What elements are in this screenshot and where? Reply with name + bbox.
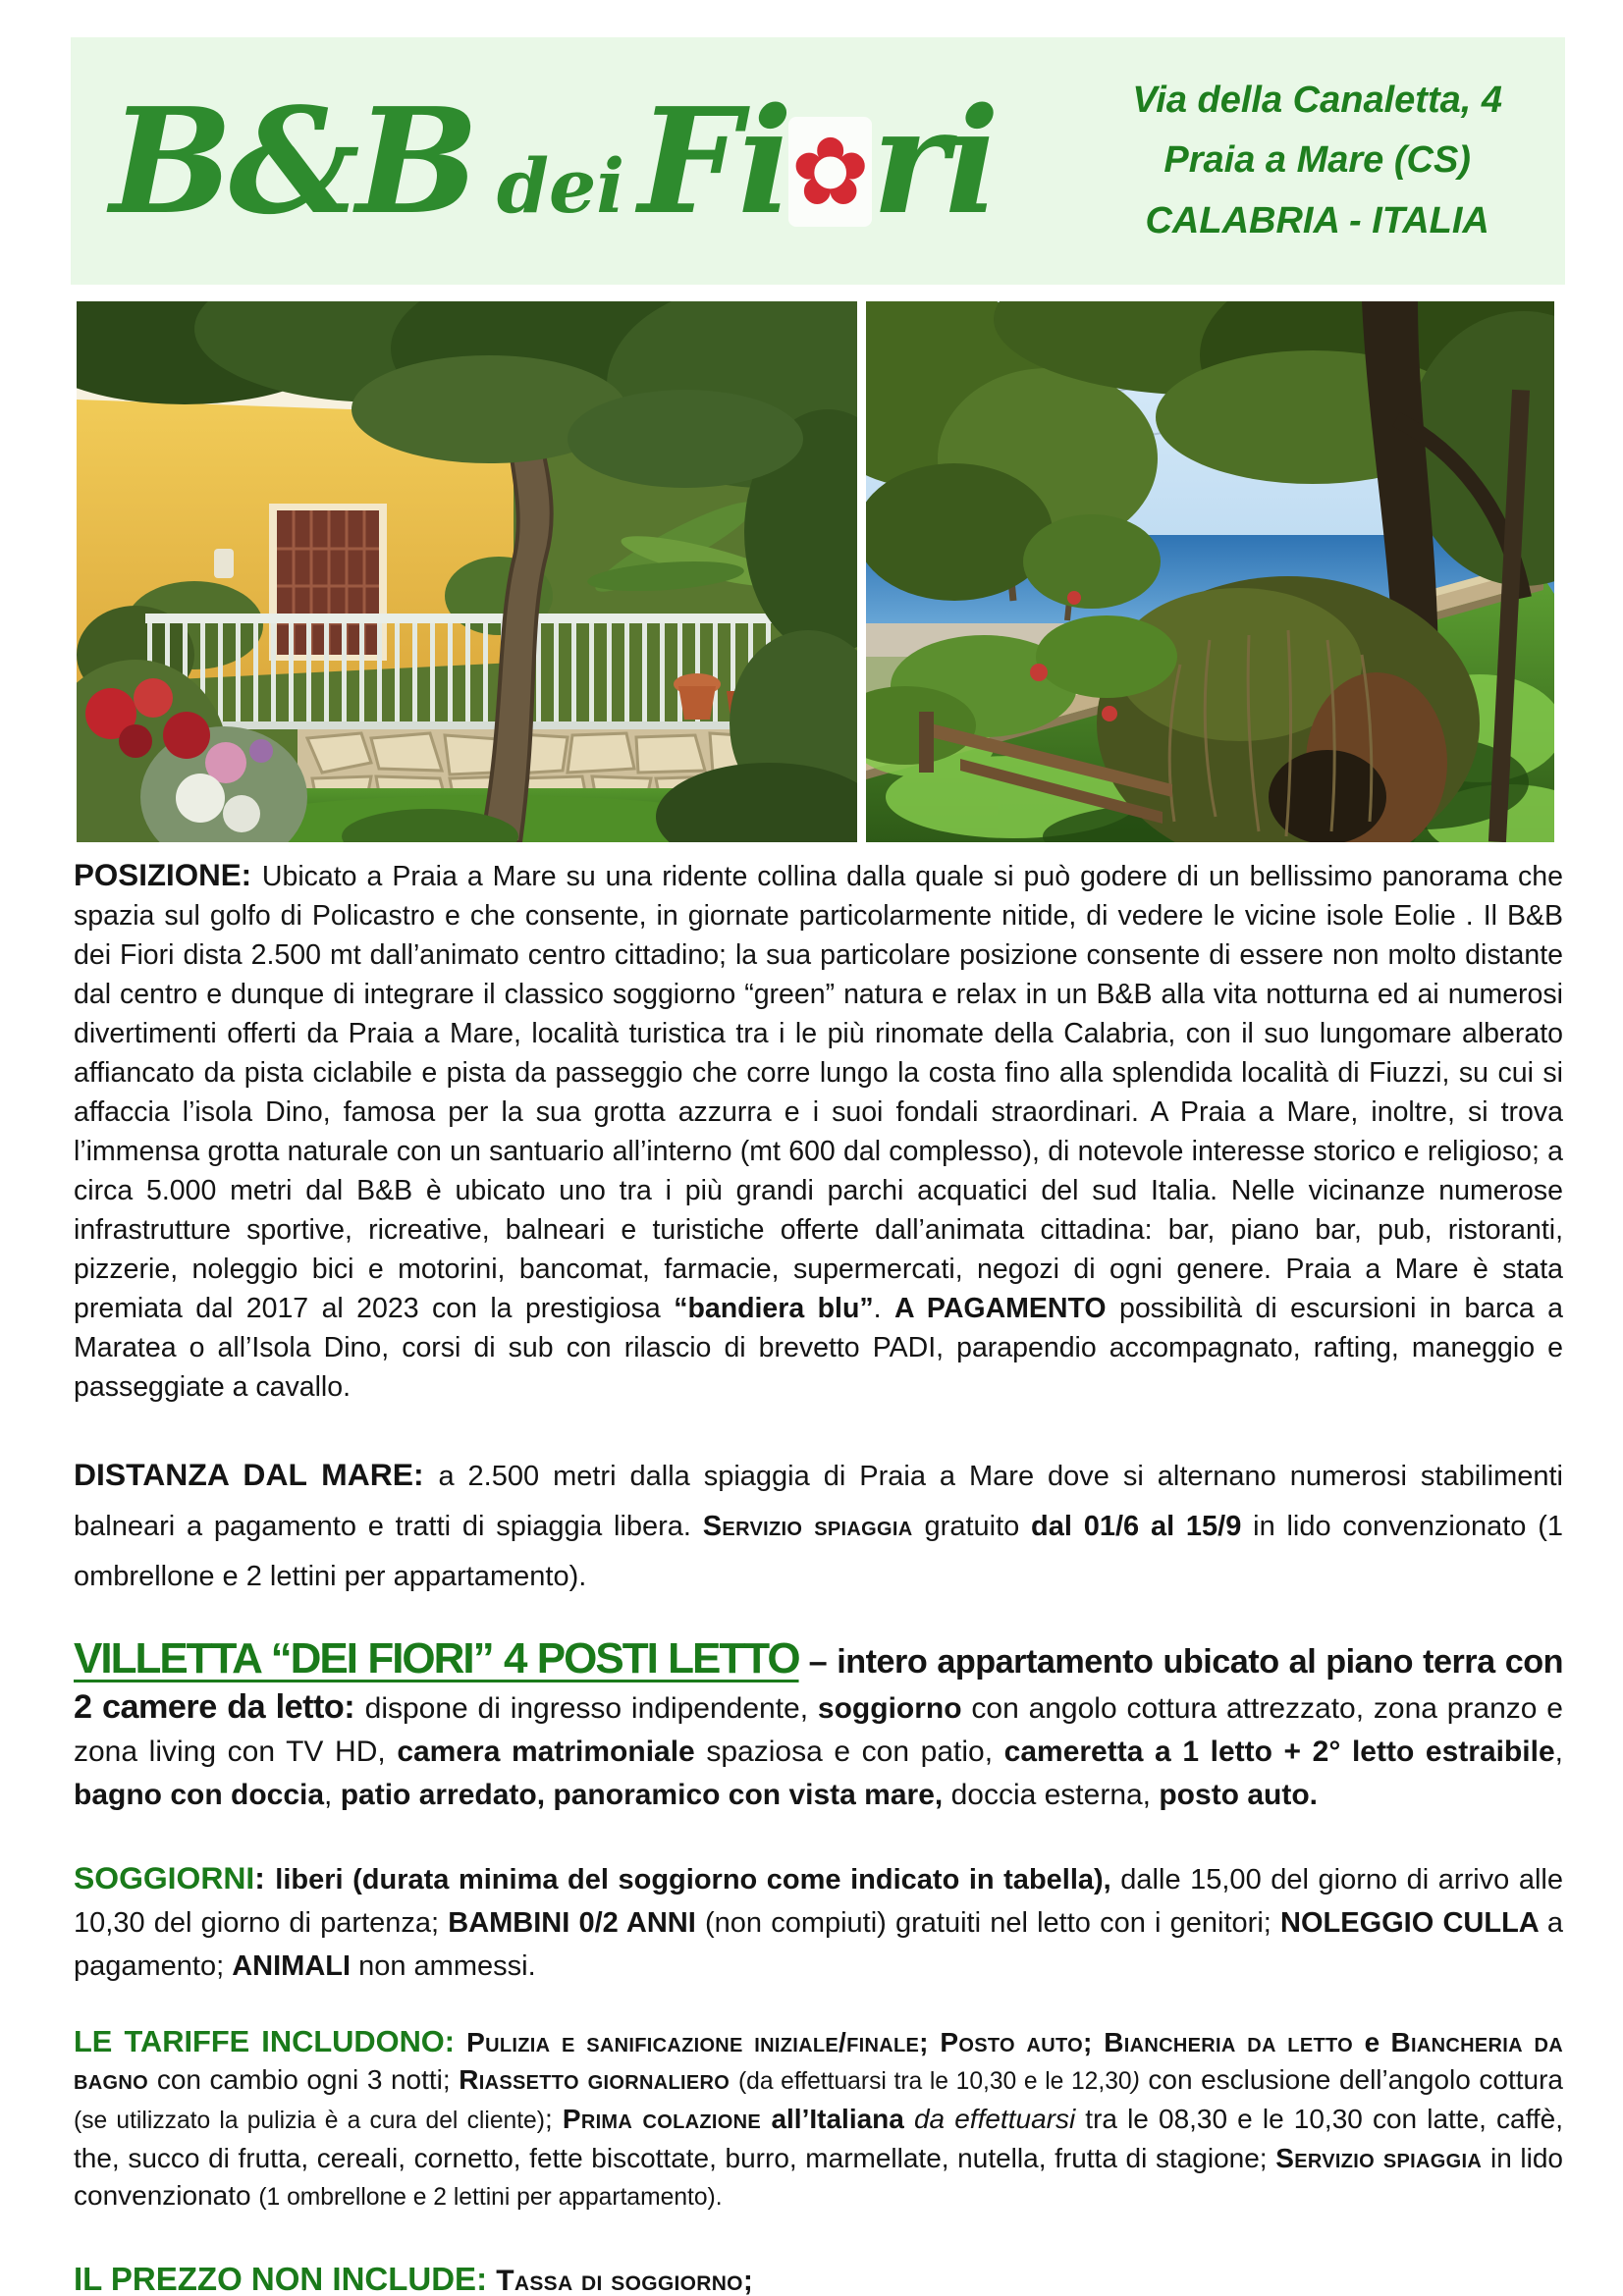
photos-row	[77, 301, 1554, 842]
content	[74, 856, 1563, 2296]
paragraph-soggiorni: SOGGIORNI: liberi (durata minima del soggiorno come indicato in tabella), dalle 15,00 del giorno di arrivo alle 10,30 del giorno di partenza; BAMBINI 0/2 ANNI (non compiuti) gratuiti nel letto con i genitori; NOLEGGIO CULLA a pagamento; ANIMALI non ammessi.	[74, 1860, 1563, 1982]
paragraph-tariffe-includono: LE TARIFFE INCLUDONO: Pulizia e sanificazione iniziale/finale; Posto auto; Biancheria da letto e Biancheria da bagno con cambio ogni 3 notti; Riassetto giornaliero (da effettuarsi tra le 10,30 e le 12,30) con esclusione dell’angolo cottura (se utilizzato la pulizia è a cura del cliente); Prima colazione all’Italiana da effettuarsi tra le 08,30 e le 10,30 con latte, caffè, the, succo di frutta, cereali, cornetto, fette biscottate, burro, marmellate, nutella, frutta di stagione; Servizio spiaggia in lido convenzionato (1 ombrellone e 2 lettini per appartamento).	[74, 2024, 1564, 2211]
paragraph-prezzo-non-include: IL PREZZO NON INCLUDE: Tassa di soggiorno;	[74, 2261, 754, 2296]
address-line-region: CALABRIA - ITALIA	[1145, 199, 1489, 241]
logo-text-ri: ri	[871, 76, 997, 246]
bnb-logo	[71, 76, 997, 246]
photo-house-garden	[77, 301, 857, 842]
header	[71, 37, 1565, 285]
address-line-street: Via della Canaletta, 4	[1132, 79, 1502, 121]
logo-text-bb: B&B	[110, 76, 475, 246]
logo-text-fi: Fi	[638, 76, 789, 246]
photo-sea-view	[866, 301, 1554, 842]
paragraph-posizione: POSIZIONE: Ubicato a Praia a Mare su una ridente collina dalla quale si può godere di un bellissimo panorama che spazia sul golfo di Policastro e che consente, in giornate particolarmente nitide, di vedere le vicine isole Eolie . Il B&B dei Fiori dista 2.500 mt dall’animato centro cittadino; la sua particolare posizione consente di essere non molto distante dal centro e dunque di integrare il classico soggiorno “green” natura e relax in un B&B alla vita notturna ed ai numerosi divertimenti offerti da Praia a Mare, località turistica tra i le più rinomate della Calabria, con il suo lungomare alberato affiancato da pista ciclabile e pista da passeggio che corre lungo la costa fino alla splendida località di Fiuzzi, su cui si affaccia l’isola Dino, famosa per la sua grotta azzurra e i suoi fondali straordinari. A Praia a Mare, inoltre, si trova l’immensa grotta naturale con un santuario all’interno (mt 600 dal complesso), di notevole interesse storico e religioso; a circa 5.000 metri dal B&B è ubicato uno tra i più grandi parchi acquatici del sud Italia. Nelle vicinanze numerose infrastrutture sportive, ricreative, balneari e turistiche offerte dall’animata cittadina: bar, piano bar, pub, ristoranti, pizzerie, noleggio bici e motorini, bancomat, farmacie, supermercati, negozi di ogni genere. Praia a Mare è stata premiata dal 2017 al 2023 con la prestigiosa “bandiera blu”. A PAGAMENTO possibilità di escursioni in barca a Maratea o all’Isola Dino, corsi di sub con rilascio di brevetto PADI, parapendio accompagnato, rafting, maneggio e passeggiate a cavallo.	[74, 858, 1564, 1403]
red-flower	[1030, 664, 1048, 681]
address-line-city: Praia a Mare (CS)	[1163, 139, 1471, 182]
logo-text-dei: dei	[496, 142, 625, 230]
paragraph-distanza-dal-mare: DISTANZA DAL MARE: a 2.500 metri dalla spiaggia di Praia a Mare dove si alternano numerosi stabilimenti balneari a pagamento e tratti di spiaggia libera. Servizio spiaggia gratuito dal 01/6 al 15/9 in lido convenzionato (1 ombrellone e 2 lettini per appartamento).	[74, 1457, 1564, 1592]
address-block	[1132, 71, 1502, 252]
balcony-railing	[145, 614, 833, 729]
wall-lamp	[214, 549, 234, 578]
paragraph-villetta-dei-fiori: VILLETTA “DEI FIORI” 4 POSTI LETTO – intero appartamento ubicato al piano terra con 2 camere da letto: dispone di ingresso indipendente, soggiorno con angolo cottura attrezzato, zona pranzo e zona living con TV HD, camera matrimoniale spaziosa e con patio, cameretta a 1 letto + 2° letto estraibile, bagno con doccia, patio arredato, panoramico con vista mare, doccia esterna, posto auto.	[74, 1634, 1563, 1811]
flower-icon: ✿	[790, 117, 870, 227]
